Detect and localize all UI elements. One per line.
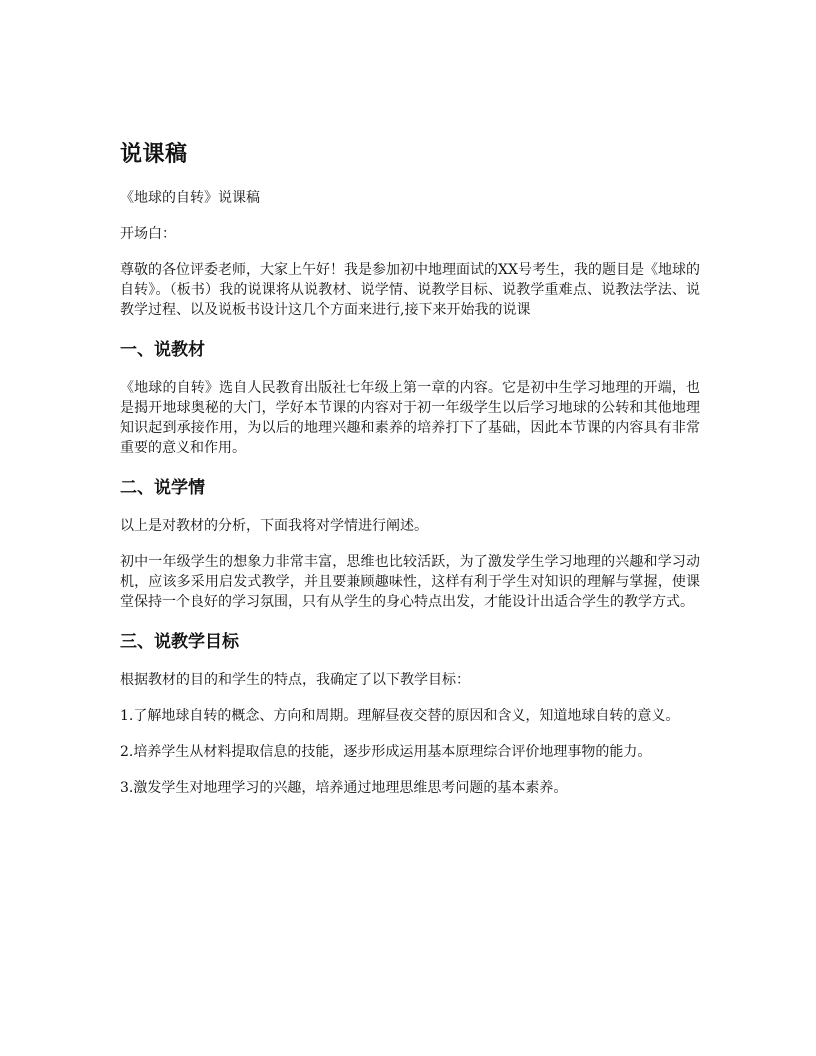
objective-item: 1.了解地球自转的概念、方向和周期。理解昼夜交替的原因和含义，知道地球自转的意义。 [120, 708, 680, 724]
opening-label: 开场白： [120, 226, 176, 242]
document-title: 说课稿 [120, 142, 188, 167]
objective-item: 3.激发学生对地理学习的兴趣，培养通过地理思维思考问题的基本素养。 [120, 780, 568, 796]
section-heading-objectives: 三、说教学目标 [120, 632, 239, 652]
section-paragraph: 初中一年级学生的想象力非常丰富，思维也比较活跃，为了激发学生学习地理的兴趣和学习动机，应该多采用启发式教学，并且要兼顾趣味性，这样有利于学生对知识的理解与掌握，使课堂保持一个良好的学习氛围，只有从学生的身心特点出发，才能设计出适合学生的教学方式。 [120, 554, 700, 610]
section-heading-students: 二、说学情 [120, 478, 205, 498]
objective-item: 2.培养学生从材料提取信息的技能，逐步形成运用基本原理综合评价地理事物的能力。 [120, 744, 652, 760]
document-subtitle: 《地球的自转》说课稿 [120, 190, 260, 206]
document-page [120, 140, 700, 814]
section-paragraph: 《地球的自转》选自人民教育出版社七年级上第一章的内容。它是初中生学习地理的开端，也是揭开地球奥秘的大门，学好本节课的内容对于初一年级学生以后学习地球的公转和其他地理知识起到承接作用，为以后的地理兴趣和素养的培养打下了基础，因此本节课的内容具有非常重要的意义和作用。 [120, 380, 700, 456]
section-paragraph: 根据教材的目的和学生的特点，我确定了以下教学目标： [120, 672, 470, 688]
opening-paragraph: 尊敬的各位评委老师，大家上午好！我是参加初中地理面试的XX号考生，我的题目是《地球的自转》。（板书）我的说课将从说教材、说学情、说教学目标、说教学重难点、说教法学法、说教学过程、以及说板书设计这几个方面来进行,接下来开始我的说课 [120, 262, 700, 318]
section-heading-textbook: 一、说教材 [120, 340, 205, 360]
section-paragraph: 以上是对教材的分析，下面我将对学情进行阐述。 [120, 518, 428, 534]
